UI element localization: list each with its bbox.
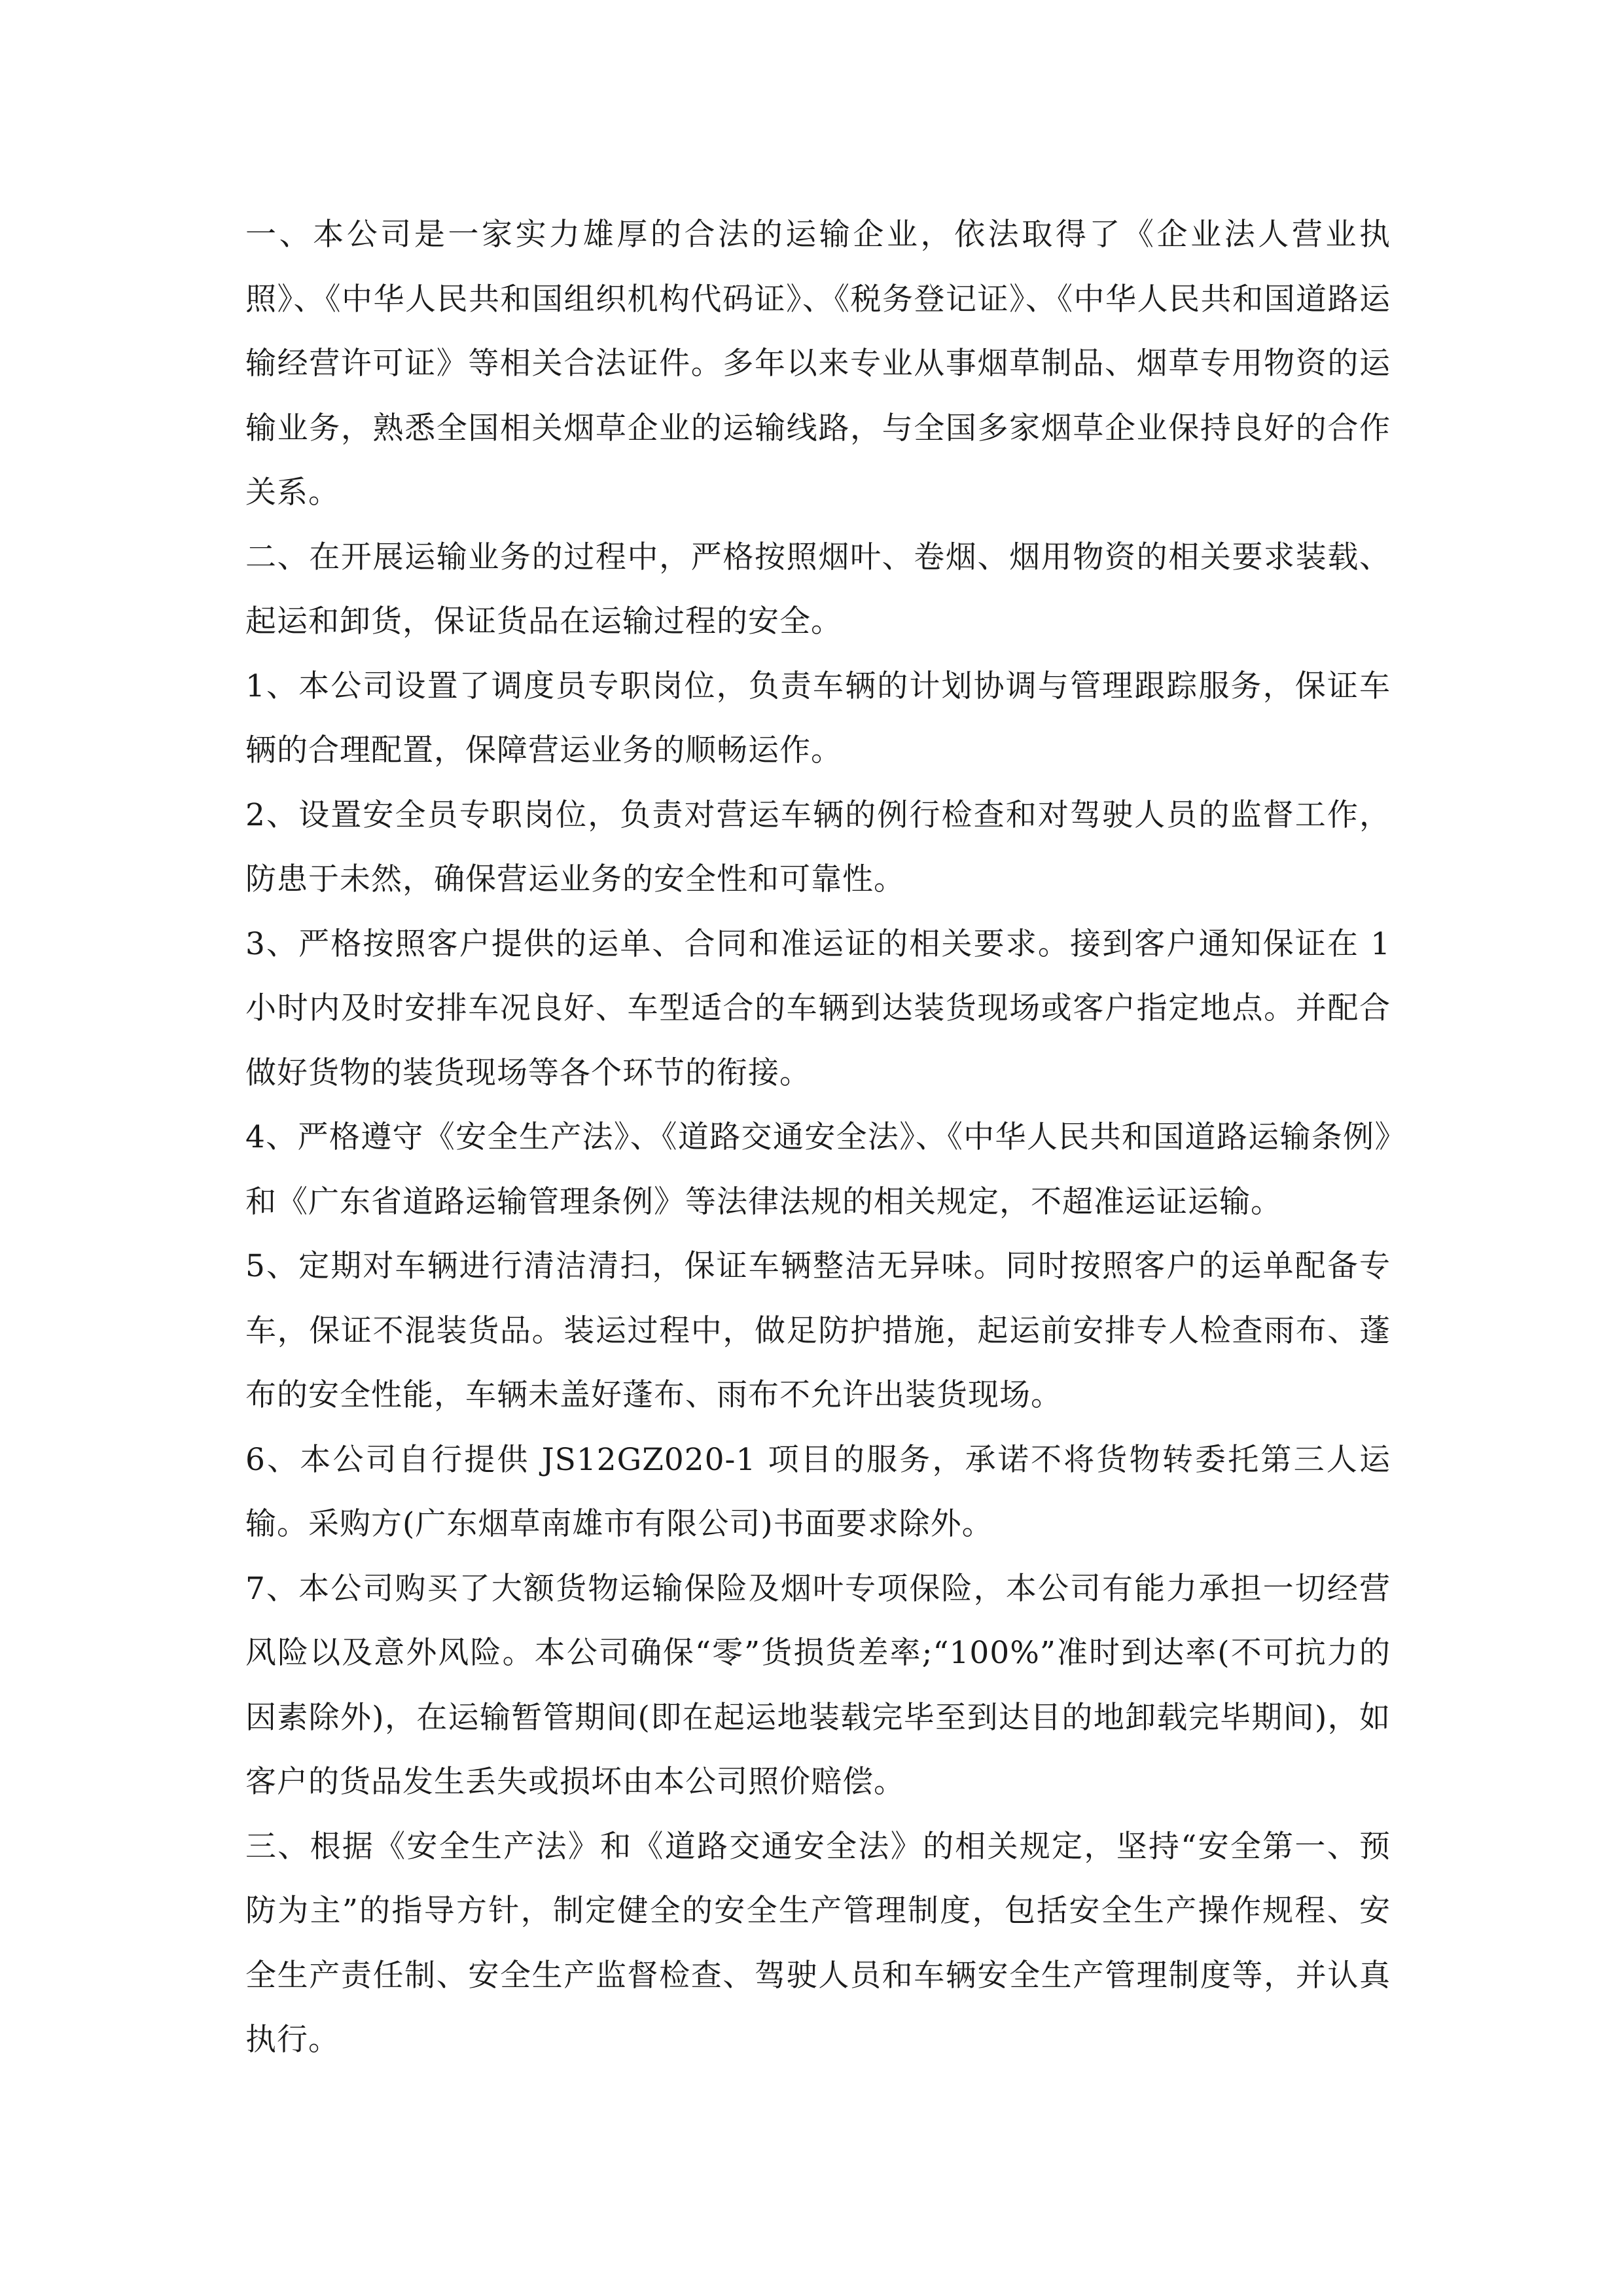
paragraph-item-1: 1、本公司设置了调度员专职岗位，负责车辆的计划协调与管理跟踪服务，保证车辆的合理配置，保障营运业务的顺畅运作。 (245, 668, 1391, 768)
document-body (245, 203, 1391, 2073)
paragraph-section-2: 二、在开展运输业务的过程中，严格按照烟叶、卷烟、烟用物资的相关要求装载、起运和卸货，保证货品在运输过程的安全。 (245, 539, 1391, 639)
paragraph-item-6: 6、本公司自行提供 JS12GZ020-1 项目的服务，承诺不将货物转委托第三人运输。采购方(广东烟草南雄市有限公司)书面要求除外。 (245, 1441, 1391, 1542)
paragraph-item-3: 3、严格按照客户提供的运单、合同和准运证的相关要求。接到客户通知保证在 1 小时内及时安排车况良好、车型适合的车辆到达装货现场或客户指定地点。并配合做好货物的装货现场等各个环节的衔接。 (245, 925, 1391, 1091)
paragraph-section-3: 三、根据《安全生产法》和《道路交通安全法》的相关规定，坚持“安全第一、预防为主”的指导方针，制定健全的安全生产管理制度，包括安全生产操作规程、安全生产责任制、安全生产监督检查、驾驶人员和车辆安全生产管理制度等，并认真执行。 (245, 1828, 1391, 2058)
paragraph-item-2: 2、设置安全员专职岗位，负责对营运车辆的例行检查和对驾驶人员的监督工作，防患于未然，确保营运业务的安全性和可靠性。 (245, 797, 1391, 897)
paragraph-item-5: 5、定期对车辆进行清洁清扫，保证车辆整洁无异味。同时按照客户的运单配备专车，保证不混装货品。装运过程中，做足防护措施，起运前安排专人检查雨布、蓬布的安全性能，车辆未盖好蓬布、雨布不允许出装货现场。 (245, 1248, 1391, 1413)
paragraph-section-1: 一、本公司是一家实力雄厚的合法的运输企业，依法取得了《企业法人营业执照》、《中华人民共和国组织机构代码证》、《税务登记证》、《中华人民共和国道路运输经营许可证》等相关合法证件。多年以来专业从事烟草制品、烟草专用物资的运输业务，熟悉全国相关烟草企业的运输线路，与全国多家烟草企业保持良好的合作关系。 (245, 217, 1391, 511)
paragraph-item-4: 4、严格遵守《安全生产法》、《道路交通安全法》、《中华人民共和国道路运输条例》和《广东省道路运输管理条例》等法律法规的相关规定，不超准运证运输。 (245, 1119, 1391, 1220)
paragraph-item-7: 7、本公司购买了大额货物运输保险及烟叶专项保险，本公司有能力承担一切经营风险以及意外风险。本公司确保“零”货损货差率;“100%”准时到达率(不可抗力的因素除外)，在运输暂管期间(即在起运地装载完毕至到达目的地卸载完毕期间)，如客户的货品发生丢失或损坏由本公司照价赔偿。 (245, 1570, 1391, 1800)
